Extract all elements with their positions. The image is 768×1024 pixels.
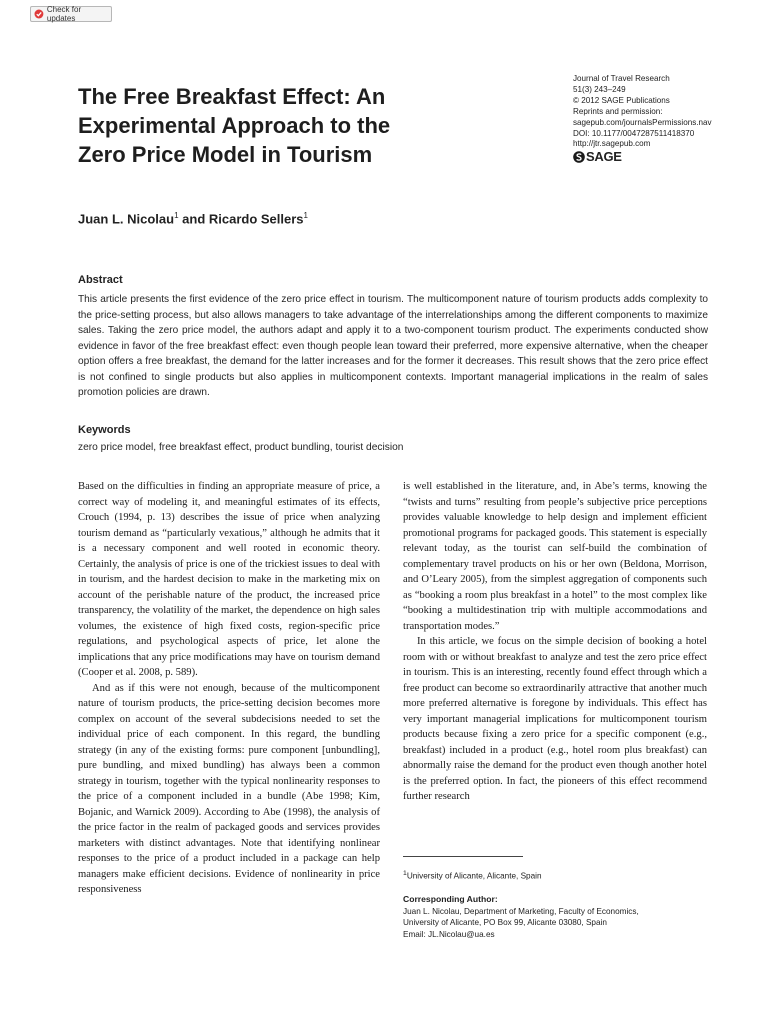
doi-link[interactable]: DOI: 10.1177/0047287511418370 xyxy=(573,128,695,138)
check-updates-label: Check for updates xyxy=(46,5,82,23)
paper-title: The Free Breakfast Effect: An Experimental Approach to the Zero Price Model in Tourism xyxy=(78,84,391,167)
body-paragraph: Based on the difficulties in finding an appropriate measure of price, a correct way of modeling it, and meaningful estimates of its effects, Crouch (1994, p. 13) describes the issue of price when analyzing tourism demand as “particularly vexatious,” although he admits that it is a necessary component and well rooted in economic theory. Certainly, the analysis of price is one of the trickiest issues to deal with in tourism, and the hardest decision to make in the marketing mix on account of the perishable nature of the product, the increased price transparency, the volatility of the market, the dependence on high sales volumes, the existence of high fixed costs, region-specific price regulations, and psychological aspects of price, let alone the implications that any price modifications may have on tourism demand (Cooper et al. 2008, p. 589). xyxy=(78,481,380,678)
author-name: Juan L. Nicolau xyxy=(78,211,175,227)
keywords-text: zero price model, free breakfast effect, product bundling, tourist decision xyxy=(78,442,404,453)
check-updates-icon xyxy=(34,9,44,19)
corresponding-author-email[interactable]: Email: JL.Nicolau@ua.es xyxy=(403,929,495,939)
abstract-text: This article presents the first evidence of the zero price effect in tourism. The multicomponent nature of tourism products adds complexity to the price-setting process, but also allows managers to take advantage of the interrelationships among the different components to maximize sales. Taking the zero price model, the authors adapt and apply it to a two-component tourism product. The experiments conducted show evidence in favor of the free breakfast effect: even though people lean toward their preferred, more expensive alternative, when the cheaper option offers a free breakfast, the demand for the latter increases and for the former it decreases. This result shows that the zero price effect is not confined to single products but also applies in multicomponent contexts. Important managerial implications in the realm of sales promotion policies are drawn. xyxy=(78,294,708,398)
body-paragraph: is well established in the literature, and, in Abe’s terms, knowing the “twists and turns” resulting from people’s subjective price perceptions provides valuable knowledge to help design and implement efficient promotional programs for packaged goods. This statement is especially relevant today, as the tourist can self-build the combination of complementary travel products on his or her own (Beldona, Morrison, and O’Leary 2005), from the simplest aggregation of components such as “booking a room plus breakfast in a hotel” to the most complex like “booking a multidestination trip with multiple accommodations and transportation modes.” xyxy=(403,481,707,632)
journal-name: Journal of Travel Research xyxy=(573,74,670,83)
journal-url-link[interactable]: http://jtr.sagepub.com xyxy=(573,139,651,149)
affiliation-marker: 1 xyxy=(403,870,407,877)
body-paragraph: And as if this were not enough, because of the multicomponent nature of tourism products, the price-setting decision becomes more complex on account of the several subdecisions needed to set the individual price of each component. In this regard, the bundling strategy (in any of the existing forms: pure component [unbundling], pure bundling, and mixed bundling) has always been a common strategy in tourism, together with the typical nonlinearity responses to the price of a component included in a bundle (Abe 1998; Kim, Bojanic, and Warnick 2009). According to Abe (1998), the analysis of the price factor in the realm of packaged goods and services provides marketers with distinct advantages. Note that identifying nonlinear responses to the price of a product included in a package can help managers make efficient decisions. Evidence of nonlinearity in price responsiveness xyxy=(78,682,380,895)
reprints-label: Reprints and permission: xyxy=(573,106,663,116)
affiliation-text: University of Alicante, Alicante, Spain xyxy=(406,871,542,881)
corresponding-author-line: University of Alicante, PO Box 99, Alicante 03080, Spain xyxy=(403,918,607,928)
corresponding-author-heading: Corresponding Author: xyxy=(403,894,498,905)
journal-copyright: © 2012 SAGE Publications xyxy=(573,95,670,105)
journal-volume: 51(3) 243–249 xyxy=(573,84,626,94)
affiliation-note xyxy=(403,868,713,882)
footnote-divider xyxy=(403,856,523,857)
abstract-heading: Abstract xyxy=(78,274,123,286)
sage-logo-icon xyxy=(573,151,585,163)
author-list xyxy=(78,211,308,226)
permissions-link[interactable]: sagepub.com/journalsPermissions.nav xyxy=(573,117,712,127)
author-conjunction: and xyxy=(178,211,209,227)
author-name: Ricardo Sellers xyxy=(208,211,304,227)
sage-logo-text: SAGE xyxy=(586,148,622,164)
footnote xyxy=(403,868,713,940)
journal-info xyxy=(573,74,753,163)
body-column-left xyxy=(78,479,380,898)
keywords-heading: Keywords xyxy=(78,424,131,436)
affiliation-marker: 1 xyxy=(303,211,308,220)
affiliation-marker: 1 xyxy=(174,211,179,220)
body-paragraph: In this article, we focus on the simple decision of booking a hotel room with or without breakfast to analyze and test the zero price effect in tourism. This is an interesting, recently found effect through which a free product can become so extraordinarily attractive that another much more preferred alternative is foregone by individuals. This effect has very important managerial implications for multicomponent tourism products because fixing a zero price for a specific component (e.g., breakfast) included in a product (e.g., hotel room plus breakfast) can abnormally raise the demand for the product even though another hotel is the preferred option. In fact, the pioneers of this effect recommend further research xyxy=(403,636,707,802)
corresponding-author-line: Juan L. Nicolau, Department of Marketing, Faculty of Economics, xyxy=(403,906,639,916)
body-column-right xyxy=(403,479,707,805)
check-for-updates-button[interactable] xyxy=(30,6,112,22)
sage-logo xyxy=(573,148,753,164)
